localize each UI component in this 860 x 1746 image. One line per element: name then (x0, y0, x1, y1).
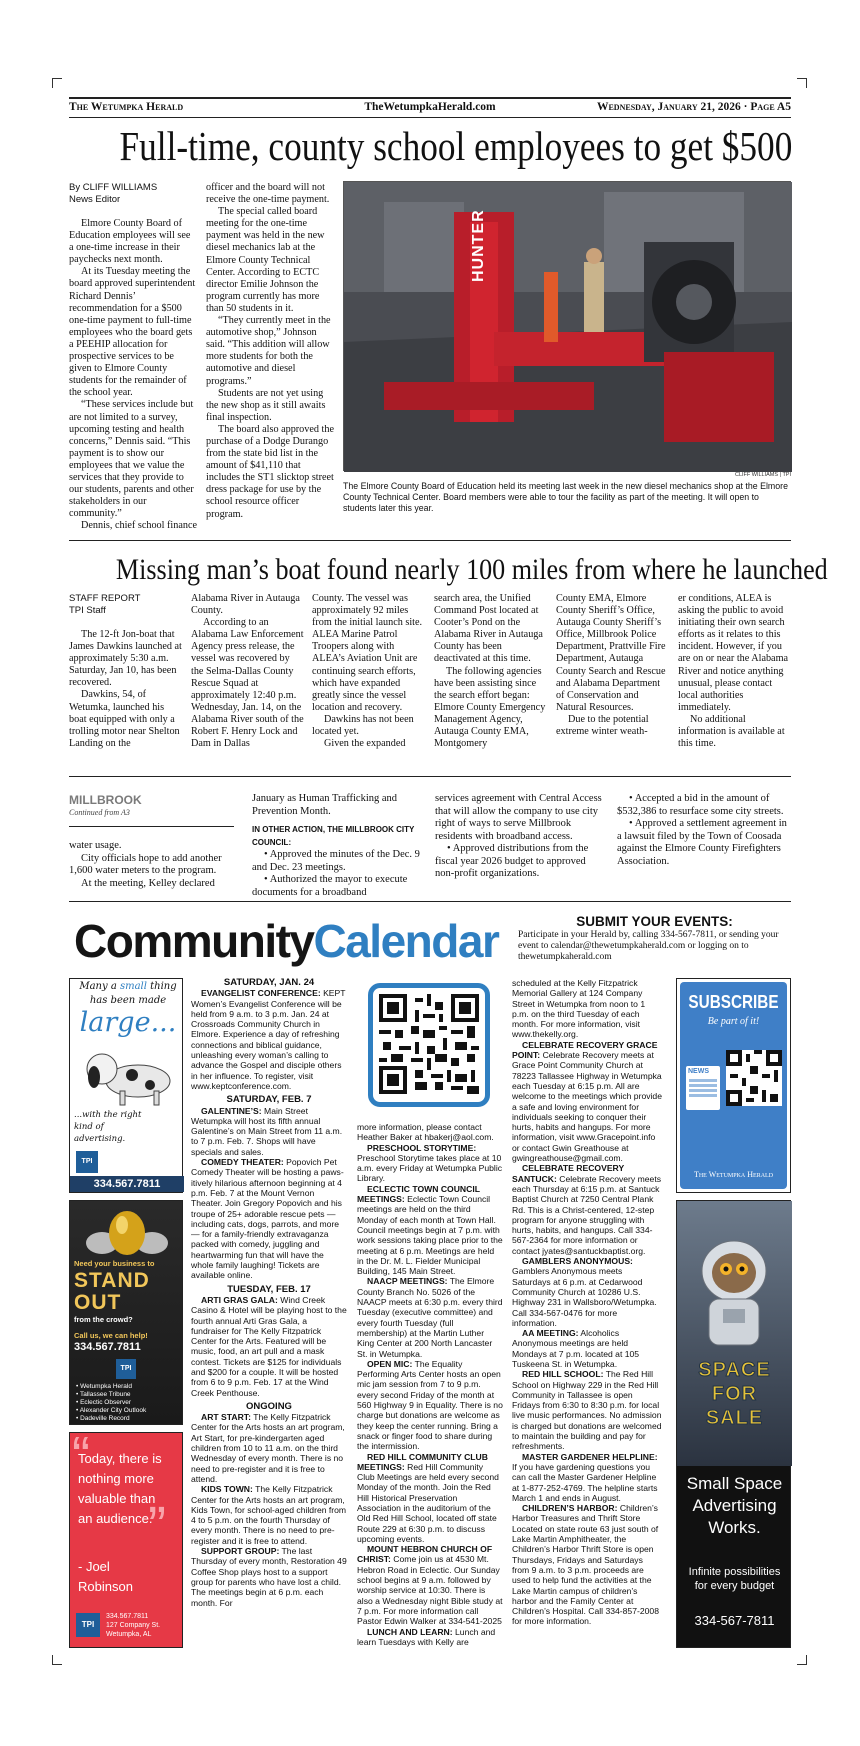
ad1-line1 (74, 981, 182, 992)
crop-mark-top-right (797, 78, 807, 88)
story2-para: Due to the potential extreme winter weath- (556, 713, 649, 738)
event-text: The Kelly Fitzpatrick Center for the Arts hosts an art program, Art Start, for pre-kindergarten aged children from 10 to 11 a.m. on the third Wednesday of every month. There is no need to pre-register and it is free to attend. (191, 1412, 345, 1484)
event-text: Red Hill Community Club Meetings are held every second Monday of the month. Join the Red Hill Historical Preservation Association in the auditorium of the Old Red Hill School, located off state Route 229 at 6:30 p.m. to discuss upcoming events. (357, 1461, 499, 1544)
newspaper-icon (686, 1066, 720, 1110)
calendar-date: SATURDAY, JAN. 24 (223, 977, 315, 988)
ad5-phone: 334-567-7811 (694, 1613, 775, 1628)
millbrook-para: January as Human Trafficking and Prevention Month. (252, 793, 398, 817)
story1-byline: By CLIFF WILLIAMS (69, 182, 158, 193)
calendar-event (357, 1276, 503, 1358)
story1-para: officer and the board will not receive the one-time payment. (206, 182, 330, 206)
story1-para: “They currently meet in the automotive shop,” Johnson said. “This addition will allow more students for both the automotive and diesel programs.” (206, 315, 331, 387)
crop-mark-bottom-right (797, 1655, 807, 1665)
story2-para: County EMA, Elmore County Sheriff’s Office, Autauga County Sheriff’s Office, Millbrook Police Department, Prattville Fire Department, Autauga County Search and Rescue and Alabama Department of Conservation and Natural Resources. (556, 593, 666, 713)
ad2-tpi-logo: TPI (116, 1359, 136, 1379)
issue-date-page: Wednesday, January 21, 2026 · Page A5 (596, 101, 791, 113)
millbrook-col4 (617, 793, 791, 893)
open-quote-icon: “ (72, 1426, 90, 1486)
calendar-date: TUESDAY, FEB. 17 (227, 1283, 311, 1295)
sale-word: SALE (705, 1407, 764, 1429)
event-text: Main Street Wetumpka will host its fifth annual Galentine’s on Main Street from 11 a.m. to 7 p.m. Feb. 7. Shops will have specials and sales. (191, 1105, 343, 1157)
ad3-addr1: 127 Company St. (106, 1622, 161, 1629)
calendar-event (357, 1627, 503, 1648)
millbrook-para: • Approved the minutes of the Dec. 9 and Dec. 23 meetings. (252, 849, 420, 873)
story1-para: “These services include but are not limited to a survey, upcoming testing and health concerns,” Dennis said. “This payment is to show our employees that we value the services that they provide to our students, parents and other stakeholders in our community.” (69, 399, 194, 520)
calendar-event (191, 1157, 347, 1281)
calendar-event (191, 1546, 347, 1608)
story1-para: At its Tuesday meeting the board approved superintendent Richard Dennis’ recommendation for a $500 one-time payment to full-time employees who the board gets a PEEHIP allocation for prospective services to be given to Elmore County students for the remainder of the school year. (69, 266, 196, 399)
qr-code-icon (379, 994, 479, 1094)
site-url: TheWetumpkaHerald.com (364, 101, 496, 113)
event-head: GAMBLERS ANONYMOUS: (522, 1256, 633, 1267)
ad2-out: OUT (74, 1291, 122, 1314)
calendar-col1 (191, 978, 347, 1648)
story2-col2 (191, 593, 304, 753)
story2-para: The 12-ft Jon-boat that James Dawkins launched at approximately 5:30 a.m. Saturday, Jan 10, has been recovered. (69, 629, 182, 689)
story2-col5 (556, 593, 669, 753)
submit-events-text: Participate in your Herald by, calling 334-567-7811, or sending your event to calendar@thewetumpkaherald.com or logging on to thewetumpkaherald.com (518, 930, 779, 962)
golden-egg-illustration (82, 1205, 172, 1255)
ad1-big: large... (79, 1007, 177, 1038)
calendar-event (357, 1122, 503, 1143)
event-text: Wind Creek Casino & Hotel will be playing host to the fourth annual Arti Gras Gala, a fundraiser for The Kelly Fitzpatrick Center for the Arts. Featured will be music, food, an art pull and a mask contest. Tickets are $125 for individuals and $200 for a couple. It will be hosted from 6 to 9 p.m. Feb. 17 at the Wind Creek Penthouse. (191, 1294, 347, 1398)
millbrook-para: • Approved a settlement agreement in a lawsuit filed by the Town of Coosada against the Elmore County Firefighters Association. (617, 818, 787, 867)
ad1-line2: has been made (89, 995, 167, 1006)
millbrook-para: City officials hope to add another 1,600 water meters to the program. (69, 852, 222, 876)
story1-photo-credit: CLIFF WILLIAMS | TPI (734, 472, 791, 478)
event-text: Gamblers Anonymous meets Saturdays at 6 p.m. at Cedarwood Community Church at 10286 U.S. Highway 231 in Wallsboro/Wetumpka. Call 334-567-0476 for more information. (512, 1266, 657, 1328)
calendar-col3 (512, 978, 662, 1648)
masthead-top-rule (69, 97, 791, 99)
ad5-sub: Infinite possibilities for every budget (688, 1566, 781, 1592)
story2-byline-title: TPI Staff (69, 605, 106, 616)
calendar-event (357, 1184, 503, 1277)
event-text: Preschool Storytime takes place at 10 a.m. every Friday at Wetumpka Public Library. (357, 1152, 503, 1184)
ad1-line1-a: Many a (79, 981, 117, 992)
calendar-event (191, 1106, 347, 1157)
ad5-headline: Small Space Advertising Works. (686, 1474, 783, 1537)
event-text: The Red Hill School on Highway 229 in the Red Hill Community in Tallassee is open Fridays from 6:30 to 8:30 p.m. for local live music performances. No admission is charged but donations are welcomed to maintain the building and pay for refreshments. (512, 1369, 662, 1452)
event-head: KIDS TOWN: (201, 1484, 253, 1495)
story2-para: Alabama River in Autauga County. (191, 593, 300, 617)
ad3-addr2: Wetumpka, AL (106, 1631, 152, 1638)
story2-para: No additional information is available at this time. (678, 713, 785, 750)
newspaper-line (689, 1089, 717, 1092)
event-head: RED HILL SCHOOL: (522, 1369, 604, 1380)
story1-byline-title: News Editor (69, 194, 121, 205)
subscribe-brand: The Wetumpka Herald (693, 1170, 774, 1179)
calendar-event (512, 1040, 662, 1164)
calendar-event (191, 988, 347, 1091)
event-head: CHILDREN’S HARBOR: (522, 1503, 618, 1514)
event-head: ECLECTIC TOWN COUNCIL MEETINGS: (357, 1183, 480, 1205)
calendar-title (74, 914, 498, 968)
calendar-title-community: Community (74, 915, 314, 967)
calendar-date: SATURDAY, FEB. 7 (226, 1094, 312, 1106)
ad-stand-out (69, 1200, 183, 1425)
ad2-papers (76, 1383, 146, 1423)
millbrook-para: water usage. (69, 840, 122, 851)
millbrook-para: • Authorized the mayor to execute documents for a broadband (252, 874, 408, 898)
story2-col3 (312, 593, 425, 753)
calendar-event (512, 1328, 662, 1369)
story2-para: County. The vessel was approximately 92 miles from the initial launch site. ALEA Marine Patrol Troopers along with ALEA’s Aviation Unit are continuing search efforts, which have expanded greatly since the vessel location and recovery. (312, 593, 423, 713)
ad2-paper: • Eclectic Observer (76, 1399, 132, 1406)
event-text: If you have gardening questions you can call the Master Gardener Helpline at 1-877-252-4769. The helpline starts March 1 and ends in August. (512, 1461, 658, 1503)
ad1-line1-c: thing (150, 981, 177, 992)
for-word: FOR (711, 1383, 758, 1405)
millbrook-col1 (69, 840, 239, 890)
ad2-call: Call us, we can help! (74, 1331, 148, 1340)
calendar-event (357, 1544, 503, 1626)
ad-quote (69, 1426, 183, 1648)
submit-events-title: SUBMIT YOUR EVENTS: (576, 914, 733, 929)
event-head: OPEN MIC: (367, 1358, 413, 1369)
event-text: Celebrate Recovery meets at Grace Point Community Church at 78223 Tallassee Highway in Wetumpka each Tuesday at 6:15 p.m. All are welcome to the meetings which provide a safe and loving environment for individuals seeking to conquer their hurts, habits and hangups. For more information, visit www.Gracepoint.info or contact Gwin Greathouse at gwingreathouse@gmail.com. (512, 1050, 662, 1164)
subscribe-panel (680, 982, 787, 1189)
calendar-event (512, 1369, 662, 1451)
event-text: scheduled at the Kelly Fitzpatrick Memorial Gallery at 124 Company Street in Wetumpka from noon to 1 p.m. on the third Tuesday of each month. For more information, visit www.thekelly.org. (512, 978, 646, 1040)
calendar-event (357, 1452, 503, 1545)
dog-illustration (80, 1047, 176, 1107)
event-head: CELEBRATE RECOVERY SANTUCK: (512, 1163, 625, 1184)
space-word: SPACE (698, 1359, 771, 1381)
masthead (69, 100, 791, 116)
story1-headline: Full-time, county school employees to get $500 (119, 123, 793, 169)
event-head: PRESCHOOL STORYTIME: (367, 1142, 477, 1153)
crop-mark-bottom-left (52, 1655, 62, 1665)
millbrook-para: • Approved distributions from the fiscal year 2026 budget to approved non-profit organizations. (435, 843, 589, 879)
millbrook-para: services agreement with Central Access that will allow the company to use city right of ways to serve Millbrook residents with broadband access. (435, 793, 602, 842)
event-head: NAACP MEETINGS: (367, 1276, 448, 1287)
newspaper-line (689, 1079, 717, 1082)
ad1-line3: ...with the right kind of advertising. (74, 1110, 142, 1144)
subscribe-qr-icon (726, 1050, 782, 1106)
event-text: The last Thursday of every month, Restoration 49 Coffee Shop plays host to a support group for parents who have lost a child. The meetings begin at 6 p.m. each month. For (191, 1546, 347, 1608)
story2-para: search area, the Unified Command Post located at Cooter’s Pond on the Alabama River in Autauga County has been deactivated at this time. (434, 593, 543, 665)
event-text: Lunch and learn Tuesdays with Kelly are (357, 1626, 496, 1647)
story2-byline: STAFF REPORT (69, 593, 141, 604)
newspaper-line (689, 1094, 717, 1097)
ad3-author: - Joel Robinson (78, 1559, 133, 1594)
crop-mark-top-left (52, 78, 62, 88)
section-rule-2 (69, 776, 791, 777)
event-head: GALENTINE’S: (201, 1105, 262, 1116)
calendar-event (357, 1143, 503, 1184)
section-rule-1 (69, 540, 791, 541)
millbrook-rule (69, 826, 234, 827)
calendar-title-calendar: Calendar (313, 915, 499, 967)
story2-para: The following agencies have been assisting since the search effort began: Elmore County Emergency Management Agency, Autauga County EMA, Montgomery (434, 665, 546, 750)
story1-col2 (206, 182, 335, 518)
calendar-col2 (357, 1122, 503, 1648)
calendar-event (357, 1359, 503, 1452)
calendar-event (191, 1412, 347, 1484)
event-head: RED HILL COMMUNITY CLUB MEETINGS: (357, 1451, 488, 1472)
event-head: AA MEETING: (522, 1328, 579, 1339)
event-head: ARTI GRAS GALA: (201, 1294, 278, 1305)
calendar-event (191, 1484, 347, 1546)
story2-para: According to an Alabama Law Enforcement Agency press release, the vessel was recovered by the Selma-Dallas County Rescue Squad at approximately 12:40 p.m. Wednesday, Jan. 14, on the Alabama River south of the Robert F. Henry Lock and Dam in Dallas (191, 617, 304, 750)
event-text: The Elmore County Branch No. 5026 of the NAACP meets at 6:30 p.m. every third Tuesday (executive committee) and every fourth Tuesday (full membership) at the Martin Luther King Center at 200 North Lancaster St. in Wetumpka. (357, 1276, 503, 1359)
section-rule-3 (69, 901, 791, 902)
ad2-paper: • Tallassee Tribune (76, 1391, 131, 1398)
calendar-event (191, 1295, 347, 1398)
story2-para: Given the expanded (324, 738, 406, 750)
story2-para: er conditions, ALEA is asking the public to avoid initiating their own search efforts as it relates to this incident. However, if you are on or near the Alabama River and notice anything unusual, please contact local authorities immediately. (678, 593, 789, 713)
event-text: Come join us at 4530 Mt. Hebron Road in Eclectic. Our Sunday school begins at 9 a.m. followed by worship service at 10:30. There is also a Wednesday night Bible study at 7 p.m. For more information call Pastor Edwin Walker at 334-541-2025 (357, 1554, 503, 1627)
event-head: ART START: (201, 1412, 251, 1423)
ad-large-dog (69, 978, 183, 1193)
story1-photo (343, 181, 791, 471)
ad3-quote: Today, there is nothing more valuable than an audience. (78, 1451, 162, 1526)
event-text: Celebrate Recovery meets each Thursday at 6:15 p.m. at Santuck Baptist Church at 7250 Central Plank Rd. This is a Christ-centered, 12-step program for anyone struggling with hurts, habits, and hangups. Call 334-567-2364 for more information or contact jyates@santuckbaptist.org. (512, 1173, 662, 1256)
story2-col6 (678, 593, 791, 753)
calendar-event (512, 978, 662, 1040)
story1-para: Dennis, chief school finance (81, 520, 197, 532)
photo-brand-label: HUNTER (470, 209, 487, 282)
ad3-tpi-logo: TPI (76, 1613, 100, 1637)
ad-space-for-sale[interactable] (676, 1200, 791, 1648)
event-text: The Equality Performing Arts Center hosts an open mic jam session from 7 to 9 p.m. every second Friday of the month at 560 Highway 9 in Equality. There is no charge but donations are welcome as they keep the center running. Bring a snack or finger food to share during the intermission. (357, 1358, 503, 1452)
ad1-line1-small: small (119, 981, 147, 992)
ad2-crowd: from the crowd? (74, 1315, 133, 1324)
event-head: MOUNT HEBRON CHURCH OF CHRIST: (357, 1544, 493, 1565)
millbrook-continued: Continued from A3 (69, 808, 130, 817)
calendar-event (512, 1452, 662, 1503)
event-text: Popovich Pet Comedy Theater will be hosting a paws-itively hilarious afternoon beginning at 4 p.m. Feb. 7 at the Mount Vernon Theater. Join Gregory Popovich and his troupe of 25+ adorable rescue pets — including cats, dogs, parrots, and more — for a family-friendly extravaganza packed with comedy, juggling and heartwarming fun that will have the whole family laughing! Tickets are available online. (191, 1157, 344, 1281)
event-text: The Kelly Fitzpatrick Center for the Arts hosts an art program, Kids Town, for school-aged children from 4 to 5 p.m. on the fourth Thursday of every month. There is no need to pre-register and it is free to attend. (191, 1484, 347, 1546)
event-head: CELEBRATE RECOVERY GRACE POINT: (512, 1039, 658, 1061)
millbrook-para: At the meeting, Kelley declared (81, 877, 215, 889)
diesel-shop-photo (344, 182, 792, 472)
event-head: MASTER GARDENER HELPLINE: (522, 1451, 658, 1462)
story1-para: The board also approved the purchase of a Dodge Durango from the state bid list in the amount of $41,110 that includes the ST1 slicktop street dress package for use by the school resource officer program. (206, 423, 334, 520)
story1-para: Elmore County Board of Education employees will see a one-time increase in their paychecks next month. (69, 218, 191, 266)
event-text: Eclectic Town Council meetings are held on the third Monday of each month at Town Hall. Council meetings begin at 7 p.m. with work sessions taking place prior to the meeting at 6 p.m. Meetings are held in the Dr. M. L. Fielder Municipal Building, 145 Main Street. (357, 1194, 503, 1277)
calendar-event (512, 1163, 662, 1256)
event-text: Children’s Harbor Treasures and Thrift Store Located on state route 63 just south of Lake Martin Amphitheater, the Children’s Harbor Thrift Store is open Thursdays, Fridays and Saturdays from 9 a.m. to 3 p.m. proceeds are used to help fund the activities at the Lake Martin campus of children’s harbor and the Family Center at Children’s Hospital. Call 334-857-2008 for more information. (512, 1503, 659, 1627)
event-head: COMEDY THEATER: (201, 1157, 284, 1168)
millbrook-col3 (435, 793, 605, 893)
event-text: Alcoholics Anonymous meetings are held Mondays at 7 p.m. located at 105 Tuskeena St. in Wetumpka. (512, 1328, 640, 1369)
story1-col1 (69, 182, 197, 532)
calendar-event (512, 1256, 662, 1328)
story2-para: Dawkins, 54, of Wetumka, launched his boat equipped with only a trolling motor near Shelton Landing on the (69, 689, 180, 749)
subscribe-sub: Be part of it! (707, 1016, 760, 1027)
story2-para: Dawkins has not been located yet. (312, 713, 414, 738)
ad2-paper: • Dadeville Record (76, 1415, 130, 1422)
ad2-paper: • Alexander City Outlook (76, 1407, 147, 1414)
paper-name: The Wetumpka Herald (69, 101, 184, 113)
event-text: more information, please contact Heather Baker at hbakerj@aol.com. (357, 1122, 494, 1143)
event-head: EVANGELIST CONFERENCE: (201, 988, 321, 999)
calendar-qr-code[interactable] (368, 983, 490, 1107)
ad2-paper: • Wetumpka Herald (76, 1383, 132, 1390)
ad3-phone: 334.567.7811 (106, 1613, 149, 1620)
ad2-phone: 334.567.7811 (74, 1341, 141, 1353)
story2-col4 (434, 593, 547, 753)
event-head: SUPPORT GROUP: (201, 1546, 280, 1557)
story1-photo-caption: The Elmore County Board of Education held its meeting last week in the new diesel mechanics shop at the Elmore County Technical Center. Board members were able to tour the facility as part of the meeting. It will open to students later this year. (343, 481, 788, 513)
calendar-event (512, 1503, 662, 1627)
millbrook-para: • Accepted a bid in the amount of $532,386 to resurface some city streets. (617, 793, 784, 817)
ad1-phone: 334.567.7811 (70, 1176, 184, 1192)
millbrook-subhead: IN OTHER ACTION, THE MILLBROOK CITY COUNCIL: (252, 825, 415, 847)
masthead-bottom-rule (69, 117, 791, 118)
subscribe-title: SUBSCRIBE (688, 992, 779, 1012)
ad2-stand: STAND (74, 1269, 150, 1292)
astronaut-lemur-illustration (691, 1231, 777, 1351)
story2-headline: Missing man’s boat found nearly 100 miles from where he launched (115, 553, 828, 586)
event-text: KEPT Women’s Evangelist Conference will be held from 9 a.m. to 3 p.m. Jan. 24 at Crossroads Community Church in Elmore. Experience a day of refreshing connections and biblical guidance, unleashing every woman’s calling to advance the Gospel and disciple others in her influence. To register, visit www.keptconference.com. (191, 988, 346, 1091)
ad-subscribe[interactable] (676, 978, 791, 1193)
event-head: LUNCH AND LEARN: (367, 1626, 453, 1637)
calendar-date: ONGOING (246, 1400, 292, 1412)
millbrook-col2 (252, 793, 422, 898)
newspaper-icon-label: NEWS (688, 1068, 709, 1075)
close-quote-icon: ” (148, 1496, 166, 1556)
ad1-tpi-logo: TPI (76, 1151, 98, 1173)
story1-para: The special called board meeting for the one-time payment was held in the new diesel mechanics lab at the Elmore County Technical Center. According to ECTC director Emilie Johnson the program currently has more than 50 students in it. (206, 206, 325, 314)
millbrook-label: MILLBROOK (69, 793, 142, 807)
story2-col1 (69, 593, 182, 753)
story1-para: Students are not yet using the new shop as it still awaits final inspection. (206, 387, 326, 423)
ad2-need: Need your business to (74, 1259, 155, 1268)
newspaper-line (689, 1084, 717, 1087)
